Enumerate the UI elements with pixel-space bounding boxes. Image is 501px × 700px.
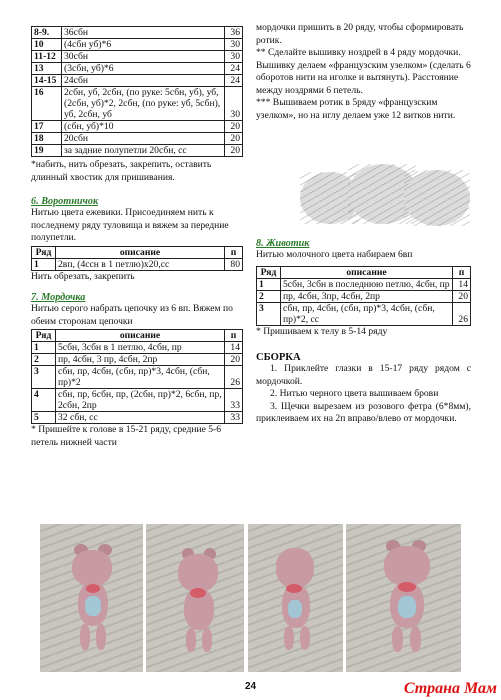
table-row bbox=[32, 75, 243, 87]
top-note: *набить, нить обрезать, закрепить, оставить длинный хвостик для пришивания. bbox=[31, 159, 212, 183]
page-number: 24 bbox=[244, 681, 257, 692]
cell-count: 20 bbox=[225, 145, 243, 157]
collar-header-row: Ряд bbox=[32, 246, 56, 258]
cell-desc: 2вп, (4ссн в 1 петлю)х20,сс bbox=[56, 258, 225, 270]
belly-header-count: п bbox=[453, 266, 471, 278]
table-row bbox=[32, 87, 243, 121]
assembly-heading: СБОРКА bbox=[256, 352, 301, 363]
cell-desc: пр, 4сбн, 3 пр, 4сбн, 2пр bbox=[56, 354, 225, 366]
cell-row: 17 bbox=[32, 121, 62, 133]
cell-count: 80 bbox=[225, 258, 243, 270]
cell-desc: за задние полупетли 20сбн, сс bbox=[62, 145, 225, 157]
cell-row: 1 bbox=[32, 342, 56, 354]
belly-header-desc: описание bbox=[281, 266, 453, 278]
table-row bbox=[32, 145, 243, 157]
cell-row: 16 bbox=[32, 87, 62, 121]
cell-desc: (сбн, уб)*10 bbox=[62, 121, 225, 133]
collar-header-desc: описание bbox=[56, 246, 225, 258]
yarn-illustration bbox=[300, 160, 472, 230]
photo-4 bbox=[346, 524, 461, 672]
cell-desc: 36сбн bbox=[62, 27, 225, 39]
cell-row: 10 bbox=[32, 39, 62, 51]
table-row bbox=[257, 278, 471, 290]
cell-row: 14-15 bbox=[32, 75, 62, 87]
belly-header-row: Ряд bbox=[257, 266, 281, 278]
belly-heading: 8. Животик bbox=[256, 238, 310, 249]
cell-count: 20 bbox=[225, 354, 243, 366]
cell-row: 2 bbox=[32, 354, 56, 366]
left-column bbox=[31, 26, 243, 449]
cell-desc: сбн, пр, 6сбн, пр, (2сбн, пр)*2, 6сбн, пр, 2сбн, 2пр bbox=[56, 389, 225, 412]
muzzle-table bbox=[31, 329, 243, 424]
table-row bbox=[32, 389, 243, 412]
top-pattern-table bbox=[31, 26, 243, 157]
collar-header-count: п bbox=[225, 246, 243, 258]
cell-desc: 5сбн, 3сбн в последнюю петлю, 4сбн, пр bbox=[281, 278, 453, 290]
table-row bbox=[32, 133, 243, 145]
cell-desc: 2сбн, уб, 2сбн, (по руке: 5сбн, уб), уб, (2сбн, уб)*2, 2сбн, (по руке: уб, 5сбн), уб, 2сбн, уб bbox=[62, 87, 225, 121]
cell-desc: сбн, пр, 4сбн, (сбн, пр)*3, 4сбн, (сбн, пр)*2 bbox=[56, 366, 225, 389]
cell-count: 24 bbox=[225, 63, 243, 75]
muzzle-heading: 7. Мордочка bbox=[31, 292, 86, 303]
right-paragraph-1: мордочки пришить в 20 ряду, чтобы сформировать ротик. bbox=[256, 22, 464, 46]
right-paragraph-2: ** Сделайте вышивку ноздрей в 4 ряду мордочки. Вышивку делаем «французским узелком» (сделать 6 оборотов нити на иголке и вытянуть). Расстояние между ноздрями 6 петель. bbox=[256, 47, 471, 96]
table-row bbox=[32, 412, 243, 424]
cell-row: 3 bbox=[32, 366, 56, 389]
cell-count: 30 bbox=[225, 39, 243, 51]
cell-desc: 32 сбн, сс bbox=[56, 412, 225, 424]
cell-count: 33 bbox=[225, 412, 243, 424]
cell-desc: 5сбн, 3сбн в 1 петлю, 4сбн, пр bbox=[56, 342, 225, 354]
photo-2 bbox=[146, 524, 244, 672]
table-row bbox=[32, 366, 243, 389]
cell-count: 26 bbox=[453, 302, 471, 325]
collar-outro: Нить обрезать, закрепить bbox=[31, 270, 135, 282]
right-paragraph-3: *** Вышиваем ротик в 5ряду «французским узелком», но на иглу делаем уже 12 витков нити. bbox=[256, 97, 456, 121]
cell-count: 24 bbox=[225, 75, 243, 87]
cell-row: 3 bbox=[257, 302, 281, 325]
assembly-step: 1. Приклейте глазки в 15-17 ряду рядом с мордочкой. bbox=[256, 363, 471, 387]
cell-desc: пр, 4сбн, 3пр, 4сбн, 2пр bbox=[281, 290, 453, 302]
muzzle-outro: * Пришейте к голове в 15-21 ряду, средние 5-6 петель нижней части bbox=[31, 424, 222, 448]
table-row bbox=[32, 121, 243, 133]
muzzle-header-desc: описание bbox=[56, 330, 225, 342]
muzzle-intro: Нитью серого набрать цепочку из 6 вп. Вяжем по обеим сторонам цепочки bbox=[31, 303, 233, 327]
cell-row: 13 bbox=[32, 63, 62, 75]
cell-count: 14 bbox=[453, 278, 471, 290]
table-row bbox=[32, 63, 243, 75]
cell-desc: (3сбн, уб)*6 bbox=[62, 63, 225, 75]
cell-count: 30 bbox=[225, 87, 243, 121]
cell-row: 11-12 bbox=[32, 51, 62, 63]
collar-heading: 6. Воротничок bbox=[31, 196, 99, 207]
cell-count: 20 bbox=[225, 121, 243, 133]
cell-desc: 30сбн bbox=[62, 51, 225, 63]
assembly-step: 2. Нитью черного цвета вышиваем брови bbox=[270, 388, 439, 399]
cell-desc: сбн, пр, 4сбн, (сбн, пр)*3, 4сбн, (сбн, пр)*2, сс bbox=[281, 302, 453, 325]
watermark-logo: Страна Мам bbox=[403, 680, 497, 697]
belly-table bbox=[256, 266, 471, 326]
photo-1 bbox=[40, 524, 143, 672]
cell-count: 26 bbox=[225, 366, 243, 389]
cell-count: 33 bbox=[225, 389, 243, 412]
cell-desc: 24сбн bbox=[62, 75, 225, 87]
muzzle-header-row: Ряд bbox=[32, 330, 56, 342]
cell-count: 14 bbox=[225, 342, 243, 354]
cell-desc: 20сбн bbox=[62, 133, 225, 145]
table-row bbox=[32, 27, 243, 39]
cell-count: 30 bbox=[225, 51, 243, 63]
cell-row: 1 bbox=[32, 258, 56, 270]
belly-section bbox=[256, 238, 471, 426]
cell-count: 36 bbox=[225, 27, 243, 39]
table-row bbox=[257, 290, 471, 302]
table-row bbox=[32, 39, 243, 51]
muzzle-header-count: п bbox=[225, 330, 243, 342]
belly-outro: * Пришиваем к телу в 5-14 ряду bbox=[256, 325, 388, 337]
collar-table bbox=[31, 246, 243, 271]
belly-intro: Нитью молочного цвета набираем 6вп bbox=[256, 249, 413, 260]
cell-count: 20 bbox=[453, 290, 471, 302]
assembly-list bbox=[256, 363, 471, 426]
cell-row: 19 bbox=[32, 145, 62, 157]
cell-row: 18 bbox=[32, 133, 62, 145]
table-row bbox=[32, 258, 243, 270]
cell-count: 20 bbox=[225, 133, 243, 145]
table-row bbox=[32, 51, 243, 63]
table-row bbox=[32, 354, 243, 366]
cell-row: 2 bbox=[257, 290, 281, 302]
cell-row: 5 bbox=[32, 412, 56, 424]
table-row bbox=[32, 342, 243, 354]
table-row bbox=[257, 302, 471, 325]
cell-desc: (4сбн уб)*6 bbox=[62, 39, 225, 51]
cell-row: 4 bbox=[32, 389, 56, 412]
right-column bbox=[256, 22, 471, 122]
cell-row: 1 bbox=[257, 278, 281, 290]
photo-3 bbox=[248, 524, 343, 672]
assembly-step: 3. Щечки вырезаем из розового фетра (6*8мм), приклеиваем их на 2п вправо/влево от мордочки. bbox=[256, 400, 471, 424]
collar-intro: Нитью цвета ежевики. Присоединяем нить к последнему ряду туловища и вяжем за передние полупетли. bbox=[31, 207, 229, 243]
cell-row: 8-9. bbox=[32, 27, 62, 39]
